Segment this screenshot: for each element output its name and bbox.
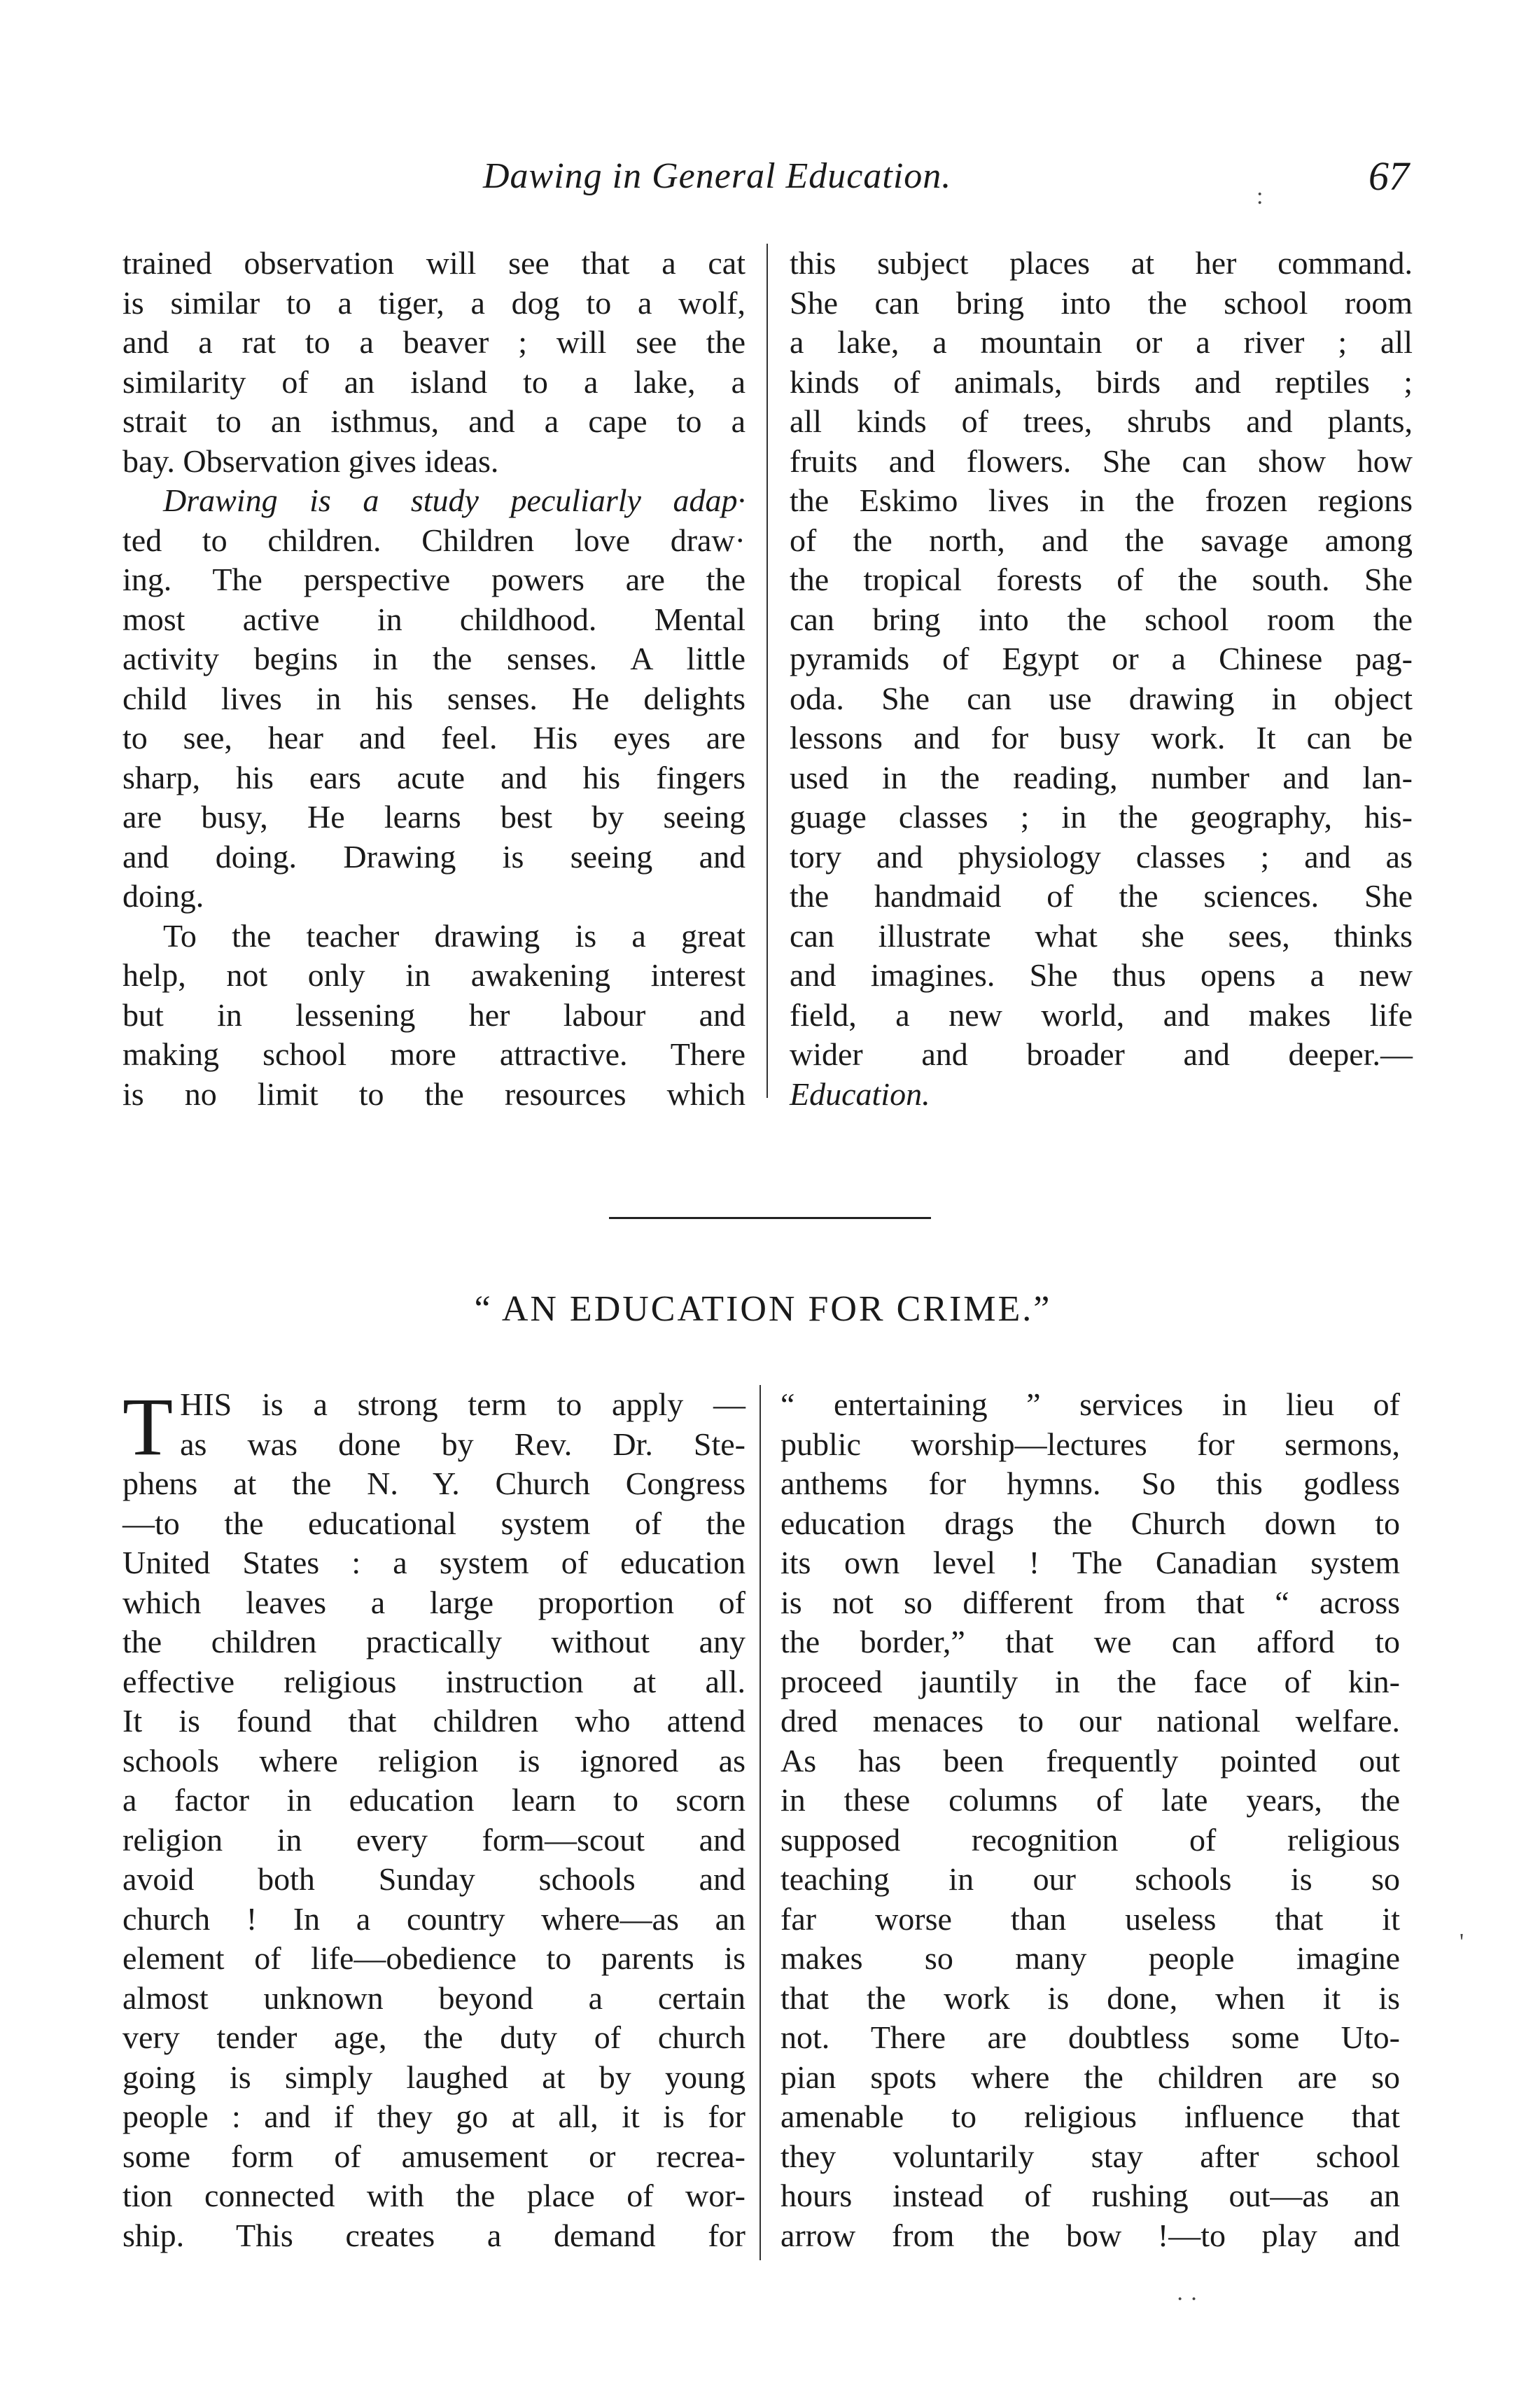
text-line: wider and broader and deeper.— — [790, 1036, 1413, 1072]
text-line: Drawing is a study peculiarly adap· — [163, 482, 746, 518]
text-line: —to the educational system of the — [122, 1505, 746, 1541]
text-line: going is simply laughed at by young — [122, 2059, 746, 2095]
text-line: anthems for hymns. So this godless — [780, 1466, 1400, 1501]
text-line: trained observation will see that a cat — [122, 245, 746, 281]
text-line: the border,” that we can afford to — [780, 1624, 1400, 1659]
text-line: lessons and for busy work. It can be — [790, 720, 1413, 756]
text-line: bay. Observation gives ideas. — [122, 443, 499, 479]
text-line: fruits and flowers. She can show how — [790, 443, 1413, 479]
text-line: a factor in education learn to scorn — [122, 1782, 746, 1818]
text-line: are busy, He learns best by seeing — [122, 799, 746, 835]
text-line: effective religious instruction at all. — [122, 1663, 746, 1699]
text-line: help, not only in awakening interest — [122, 957, 746, 993]
text-line: of the north, and the savage among — [790, 522, 1413, 558]
text-line: not. There are doubtless some Uto- — [780, 2019, 1400, 2055]
text-line: making school more attractive. There — [122, 1036, 746, 1072]
text-line: ted to children. Children love draw· — [122, 522, 746, 558]
text-line: arrow from the bow !—to play and — [780, 2217, 1400, 2253]
article-title: “ AN EDUCATION FOR CRIME.” — [474, 1289, 1052, 1329]
text-line: and imagines. She thus opens a new — [790, 957, 1413, 993]
text-line: similarity of an island to a lake, a — [122, 363, 746, 400]
text-line: amenable to religious influence that — [780, 2099, 1400, 2134]
text-line: element of life—obedience to parents is — [122, 1940, 746, 1976]
text-line: proceed jauntily in the face of kin- — [780, 1663, 1400, 1699]
text-line: can bring into the school room the — [790, 601, 1413, 637]
text-line: far worse than useless that it — [780, 1900, 1400, 1937]
text-line: is no limit to the resources which — [122, 1076, 746, 1112]
text-line: is not so different from that “ across — [780, 1584, 1400, 1620]
text-line: hours instead of rushing out—as an — [780, 2178, 1400, 2213]
scan-speck: ' — [1460, 1929, 1464, 1955]
text-line: supposed recognition of religious — [780, 1821, 1400, 1858]
text-line: which leaves a large proportion of — [122, 1584, 746, 1620]
upper-left-column — [122, 244, 746, 1114]
column-rule — [760, 1385, 761, 2260]
text-line: “ entertaining ” services in lieu of — [780, 1386, 1400, 1422]
running-head: Dawing in General Education. — [483, 156, 952, 196]
text-line: dred menaces to our national welfare. — [780, 1703, 1400, 1739]
text-line: and doing. Drawing is seeing and — [122, 838, 746, 875]
text-line: activity begins in the senses. A little — [122, 641, 746, 676]
text-line: and a rat to a beaver ; will see the — [122, 324, 746, 360]
text-line: this subject places at her command. — [790, 245, 1413, 281]
upper-right-column — [790, 244, 1413, 1114]
text-line: its own level ! The Canadian system — [780, 1545, 1400, 1580]
text-line: all kinds of trees, shrubs and plants, — [790, 403, 1413, 439]
page-number: 67 — [1368, 153, 1409, 199]
text-line: avoid both Sunday schools and — [122, 1861, 746, 1897]
section-divider — [609, 1217, 931, 1219]
text-line: pian spots where the children are so — [780, 2059, 1400, 2095]
text-line: tion connected with the place of wor- — [122, 2178, 746, 2213]
text-line: ship. This creates a demand for — [122, 2217, 746, 2253]
text-line: United States : a system of education — [122, 1545, 746, 1580]
text-line: It is found that children who attend — [122, 1703, 746, 1739]
text-line: makes so many people imagine — [780, 1940, 1400, 1976]
lower-left-column — [122, 1381, 746, 2255]
text-line: they voluntarily stay after school — [780, 2138, 1400, 2174]
text-line: some form of amusement or recrea- — [122, 2138, 746, 2174]
text-line: most active in childhood. Mental — [122, 601, 746, 637]
text-line: schools where religion is ignored as — [122, 1742, 746, 1779]
text-line: public worship—lectures for sermons, — [780, 1426, 1400, 1462]
text-line: that the work is done, when it is — [780, 1979, 1400, 2016]
text-line: strait to an isthmus, and a cape to a — [122, 403, 746, 439]
text-line: the Eskimo lives in the frozen regions — [790, 482, 1413, 518]
text-line: but in lessening her labour and — [122, 996, 746, 1033]
drop-cap: T — [122, 1381, 174, 1473]
lower-right-column — [780, 1385, 1400, 2255]
text-line: kinds of animals, birds and reptiles ; — [790, 363, 1413, 400]
text-line: is similar to a tiger, a dog to a wolf, — [122, 284, 746, 321]
text-line: almost unknown beyond a certain — [122, 1979, 746, 2016]
text-line: To the teacher drawing is a great — [163, 917, 746, 954]
text-line: field, a new world, and makes life — [790, 996, 1413, 1033]
text-line: HIS is a strong term to apply — — [180, 1386, 746, 1422]
text-line: phens at the N. Y. Church Congress — [122, 1466, 746, 1501]
text-line: to see, hear and feel. His eyes are — [122, 720, 746, 756]
text-line: child lives in his senses. He delights — [122, 680, 746, 716]
attribution: Education. — [790, 1076, 930, 1112]
text-line: the children practically without any — [122, 1624, 746, 1659]
scan-speck: · · — [1176, 2286, 1198, 2312]
text-line: education drags the Church down to — [780, 1505, 1400, 1541]
scan-speck: : — [1256, 183, 1264, 209]
text-line: used in the reading, number and lan- — [790, 759, 1413, 795]
text-line: guage classes ; in the geography, his- — [790, 799, 1413, 835]
text-line: a lake, a mountain or a river ; all — [790, 324, 1413, 360]
text-line: in these columns of late years, the — [780, 1782, 1400, 1818]
text-line: She can bring into the school room — [790, 284, 1413, 321]
text-line: very tender age, the duty of church — [122, 2019, 746, 2055]
text-line: ing. The perspective powers are the — [122, 562, 746, 597]
text-line: pyramids of Egypt or a Chinese pag- — [790, 641, 1413, 676]
text-line: the tropical forests of the south. She — [790, 562, 1413, 597]
text-line: teaching in our schools is so — [780, 1861, 1400, 1897]
column-rule — [766, 244, 768, 1098]
text-line: church ! In a country where—as an — [122, 1900, 746, 1937]
text-line: as was done by Rev. Dr. Ste- — [180, 1426, 746, 1462]
text-line: sharp, his ears acute and his fingers — [122, 759, 746, 795]
text-line: people : and if they go at all, it is for — [122, 2099, 746, 2134]
text-line: As has been frequently pointed out — [780, 1742, 1400, 1779]
text-line: oda. She can use drawing in object — [790, 680, 1413, 716]
text-line: religion in every form—scout and — [122, 1821, 746, 1858]
text-line: the handmaid of the sciences. She — [790, 878, 1413, 914]
text-line: doing. — [122, 878, 204, 914]
text-line: tory and physiology classes ; and as — [790, 838, 1413, 875]
text-line: can illustrate what she sees, thinks — [790, 917, 1413, 954]
